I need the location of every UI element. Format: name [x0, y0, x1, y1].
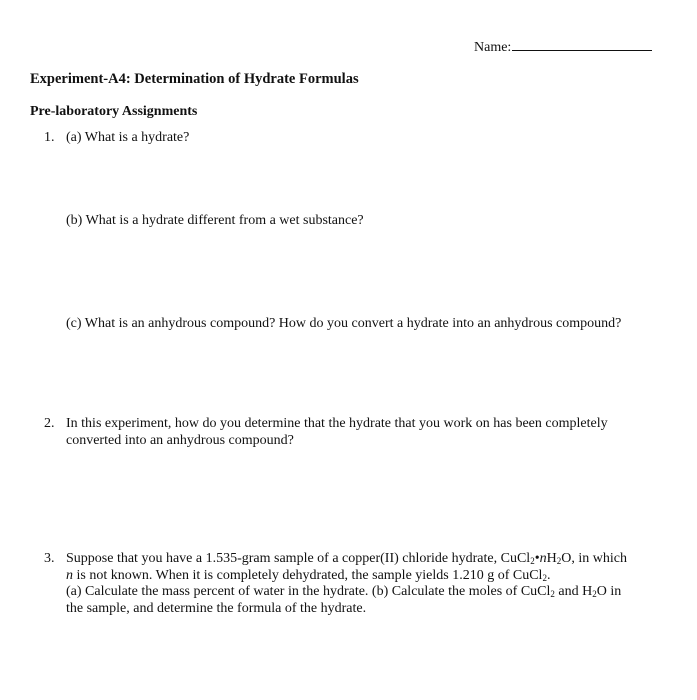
name-field[interactable] [474, 38, 652, 56]
question-2-text [66, 416, 666, 449]
question-1c-text: What is an anhydrous compound? How do you convert a hydrate into an anhydrous compound? [84, 316, 622, 331]
q3-l2-sub: 2 [542, 572, 547, 583]
question-1c [66, 316, 621, 333]
question-1b [66, 213, 364, 230]
q3-l3-mid: and H [554, 584, 593, 599]
question-3-number: 3. [44, 551, 55, 566]
q3-l2-n: n [66, 567, 73, 583]
question-1b-label: (b) [66, 213, 83, 228]
question-1a-text: What is a hydrate? [84, 130, 190, 145]
q3-l1-tail: O, in which [561, 551, 627, 566]
question-3-line-2 [66, 568, 676, 585]
q3-l1-text: Suppose that you have a 1.535-gram sample of a copper(II) chloride hydrate, CuCl [66, 551, 531, 566]
q3-l3-tail: O in [596, 584, 622, 599]
question-2-line-2: converted into an anhydrous compound? [66, 432, 294, 448]
question-1a-label: (a) [66, 130, 82, 145]
document-title: Experiment-A4: Determination of Hydrate Formulas [30, 71, 359, 87]
q3-l2-text: is not known. When it is completely dehydrated, the sample yields 1.210 g of CuCl [73, 567, 543, 583]
question-1c-label: (c) [66, 316, 82, 331]
question-3-text [66, 551, 676, 617]
question-1b-text: What is a hydrate different from a wet substance? [85, 213, 364, 228]
question-3-line-3 [66, 584, 676, 601]
question-2-line-1: In this experiment, how do you determine that the hydrate that you work on has been completely [66, 416, 608, 431]
q3-l2-tail: . [546, 567, 551, 583]
question-3-line-4: the sample, and determine the formula of the hydrate. [66, 600, 367, 616]
question-2-number: 2. [44, 416, 55, 431]
q3-l3-sub: 2 [550, 589, 555, 599]
q3-l1-sub2: 2 [556, 556, 562, 566]
q3-l1-sub: 2 [530, 556, 535, 566]
name-label: Name: [474, 40, 512, 55]
q3-l3-sub2: 2 [592, 589, 597, 599]
q3-l1-h: H [546, 551, 557, 566]
question-3-line-1 [66, 551, 676, 568]
section-title: Pre-laboratory Assignments [30, 104, 198, 119]
q3-l3-text: (a) Calculate the mass percent of water in the hydrate. (b) Calculate the moles of CuCl [66, 584, 551, 599]
question-1a [66, 130, 189, 147]
q3-l1-dot: • [534, 551, 540, 566]
name-blank-line[interactable] [512, 38, 652, 51]
question-1-number: 1. [44, 130, 55, 145]
q3-l1-n: n [539, 551, 547, 566]
